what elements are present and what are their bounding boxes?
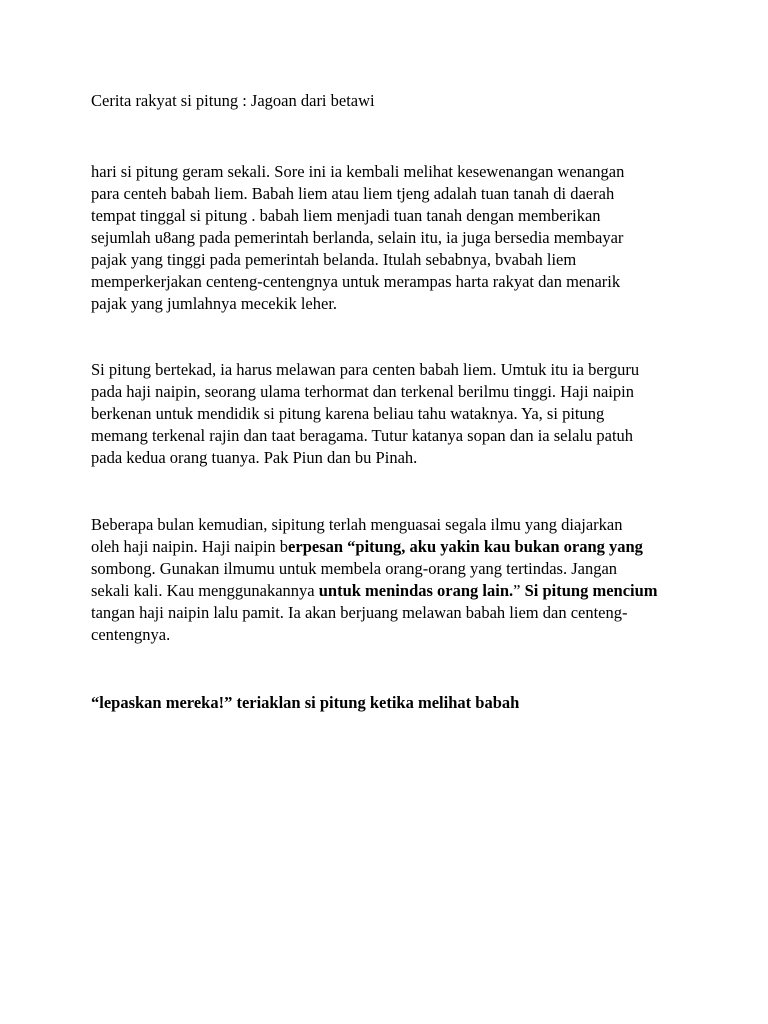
paragraph-2 <box>91 359 691 469</box>
paragraph-3-line: sombong. Gunakan ilmumu untuk membela orang-orang yang tertindas. Jangan <box>91 559 618 578</box>
paragraph-1-line: pajak yang jumlahnya mecekik leher. <box>91 294 338 313</box>
paragraph-2-line: memang terkenal rajin dan taat beragama. Tutur katanya sopan dan ia selalu patuh <box>91 426 634 445</box>
paragraph-2-line: pada kedua orang tuanya. Pak Piun dan bu Pinah. <box>91 448 418 467</box>
paragraph-4: “lepaskan mereka!” teriaklan si pitung ketika melihat babah <box>91 693 520 712</box>
paragraph-3 <box>91 514 691 646</box>
paragraph-1 <box>91 161 691 315</box>
paragraph-1-line: para centeh babah liem. Babah liem atau liem tjeng adalah tuan tanah di daerah <box>91 184 615 203</box>
paragraph-2-line: Si pitung bertekad, ia harus melawan para centen babah liem. Umtuk itu ia berguru <box>91 360 640 379</box>
plain-text: oleh haji naipin. Haji naipin b <box>91 537 289 556</box>
paragraph-1-line: tempat tinggal si pitung . babah liem menjadi tuan tanah dengan memberikan <box>91 206 601 225</box>
paragraph-1-line: hari si pitung geram sekali. Sore ini ia kembali melihat kesewenangan wenangan <box>91 162 625 181</box>
plain-text: ” <box>513 581 525 600</box>
bold-text: Si pitung mencium <box>524 581 658 600</box>
plain-text: sekali kali. Kau menggunakannya <box>91 581 319 600</box>
bold-text: untuk menindas orang lain. <box>318 581 514 600</box>
paragraph-3-line <box>91 580 691 602</box>
paragraph-2-line: pada haji naipin, seorang ulama terhormat dan terkenal berilmu tinggi. Haji naipin <box>91 382 634 401</box>
bold-text: erpesan “pitung, aku yakin kau bukan orang yang <box>288 537 643 556</box>
paragraph-3-line: Beberapa bulan kemudian, sipitung terlah menguasai segala ilmu yang diajarkan <box>91 515 623 534</box>
paragraph-3-line: tangan haji naipin lalu pamit. Ia akan berjuang melawan babah liem dan centeng- <box>91 603 628 622</box>
paragraph-1-line: sejumlah u8ang pada pemerintah berlanda, selain itu, ia juga bersedia membayar <box>91 228 624 247</box>
paragraph-3-line <box>91 536 691 558</box>
document-title: Cerita rakyat si pitung : Jagoan dari betawi <box>91 91 375 110</box>
paragraph-3-line: centengnya. <box>91 625 171 644</box>
paragraph-2-line: berkenan untuk mendidik si pitung karena beliau tahu wataknya. Ya, si pitung <box>91 404 605 423</box>
paragraph-1-line: pajak yang tinggi pada pemerintah belanda. Itulah sebabnya, bvabah liem <box>91 250 577 269</box>
paragraph-1-line: memperkerjakan centeng-centengnya untuk merampas harta rakyat dan menarik <box>91 272 621 291</box>
